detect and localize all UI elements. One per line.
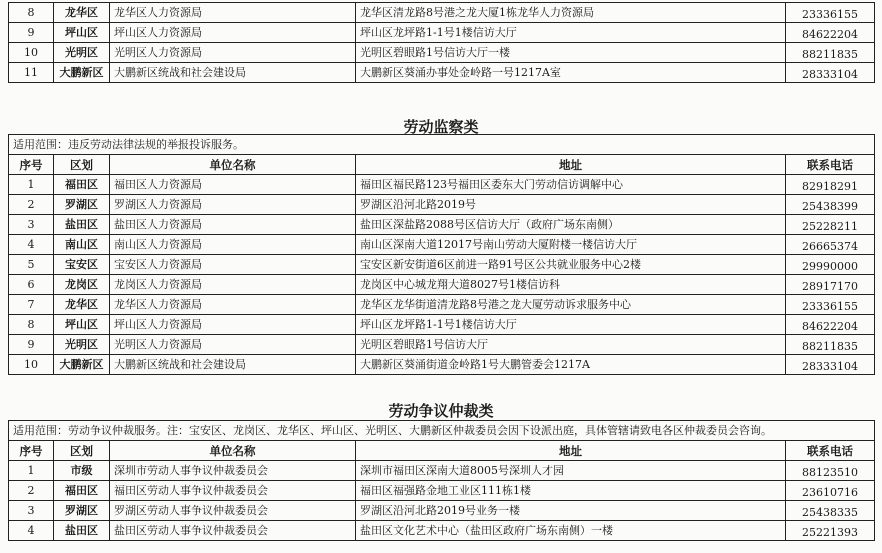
header-no: 序号 [9,155,54,175]
row-unit-name: 宝安区人力资源局 [110,255,356,275]
header-district: 区划 [54,155,110,175]
header-address: 地址 [356,155,786,175]
row-district: 光明区 [54,335,110,355]
row-phone: 23336155 [786,295,875,315]
scope-text: 适用范围：劳动争议仲裁服务。注：宝安区、龙岗区、龙华区、坪山区、光明区、大鹏新区仲裁委员会因下设派出庭，具体管辖请致电各区仲裁委员会咨询。 [9,421,875,441]
row-unit-name: 盐田区人力资源局 [110,215,356,235]
row-district: 龙华区 [54,3,110,23]
row-address: 罗湖区沿河北路2019号 [356,195,786,215]
row-number: 3 [9,501,54,521]
row-district: 宝安区 [54,255,110,275]
row-phone: 26665374 [786,235,875,255]
row-phone: 88123510 [786,461,875,481]
row-phone: 29990000 [786,255,875,275]
row-address: 龙华区清龙路8号港之龙大厦1栋龙华人力资源局 [356,3,786,23]
row-district: 罗湖区 [54,501,110,521]
row-phone: 23336155 [786,3,875,23]
row-address: 深圳市福田区深南大道8005号深圳人才园 [356,461,786,481]
row-unit-name: 大鹏新区统战和社会建设局 [110,63,356,83]
labor-arbitration-title: 劳动争议仲裁类 [388,402,494,420]
table-row [9,481,875,501]
table-row [9,215,875,235]
row-district: 罗湖区 [54,195,110,215]
row-phone: 25221393 [786,521,875,541]
row-unit-name: 龙华区人力资源局 [110,295,356,315]
row-address: 坪山区龙坪路1-1号1楼信访大厅 [356,315,786,335]
table-row [9,521,875,541]
table-row [9,355,875,375]
row-district: 光明区 [54,43,110,63]
row-unit-name: 光明区人力资源局 [110,335,356,355]
header-row [9,155,875,175]
row-address: 福田区福强路金地工业区111栋1楼 [356,481,786,501]
table-row [9,175,875,195]
row-number: 9 [9,335,54,355]
labor-inspection-title: 劳动监察类 [403,118,479,136]
row-number: 2 [9,481,54,501]
header-phone: 联系电话 [786,441,875,461]
row-phone: 28917170 [786,275,875,295]
row-address: 光明区碧眼路1号信访大厅 [356,335,786,355]
row-number: 10 [9,355,54,375]
row-number: 4 [9,235,54,255]
table-row [9,43,875,63]
row-address: 南山区深南大道12017号南山劳动大厦附楼一楼信访大厅 [356,235,786,255]
table-row [9,195,875,215]
row-district: 福田区 [54,175,110,195]
row-district: 市级 [54,461,110,481]
row-phone: 23610716 [786,481,875,501]
header-phone: 联系电话 [786,155,875,175]
row-district: 坪山区 [54,23,110,43]
row-number: 7 [9,295,54,315]
row-phone: 25438399 [786,195,875,215]
table-row [9,315,875,335]
row-address: 龙华区龙华街道清龙路8号港之龙大厦劳动诉求服务中心 [356,295,786,315]
row-district: 龙岗区 [54,275,110,295]
table-row [9,461,875,481]
row-unit-name: 坪山区人力资源局 [110,23,356,43]
row-address: 坪山区龙坪路1-1号1楼信访大厅 [356,23,786,43]
row-district: 福田区 [54,481,110,501]
row-address: 龙岗区中心城龙翔大道8027号1楼信访科 [356,275,786,295]
labor-arbitration-table [8,420,875,541]
row-number: 4 [9,521,54,541]
row-unit-name: 坪山区人力资源局 [110,315,356,335]
row-unit-name: 罗湖区劳动人事争议仲裁委员会 [110,501,356,521]
table-row [9,3,875,23]
row-unit-name: 龙华区人力资源局 [110,3,356,23]
scope-row [9,135,875,155]
row-phone: 84622204 [786,315,875,335]
scope-row [9,421,875,441]
row-number: 8 [9,315,54,335]
row-unit-name: 大鹏新区统战和社会建设局 [110,355,356,375]
row-address: 光明区碧眼路1号信访大厅一楼 [356,43,786,63]
row-phone: 88211835 [786,43,875,63]
row-unit-name: 深圳市劳动人事争议仲裁委员会 [110,461,356,481]
row-phone: 82918291 [786,175,875,195]
row-phone: 25228211 [786,215,875,235]
table-row [9,501,875,521]
table-row [9,295,875,315]
row-number: 1 [9,461,54,481]
header-row [9,441,875,461]
table-row [9,255,875,275]
row-number: 8 [9,3,54,23]
table-row [9,63,875,83]
row-district: 大鹏新区 [54,355,110,375]
header-district: 区划 [54,441,110,461]
row-unit-name: 福田区人力资源局 [110,175,356,195]
row-unit-name: 光明区人力资源局 [110,43,356,63]
row-unit-name: 龙岗区人力资源局 [110,275,356,295]
labor-inspection-table [8,134,875,375]
row-unit-name: 南山区人力资源局 [110,235,356,255]
row-district: 盐田区 [54,215,110,235]
row-number: 11 [9,63,54,83]
row-number: 10 [9,43,54,63]
row-address: 宝安区新安街道6区前进一路91号区公共就业服务中心2楼 [356,255,786,275]
row-number: 3 [9,215,54,235]
row-district: 龙华区 [54,295,110,315]
row-district: 坪山区 [54,315,110,335]
header-no: 序号 [9,441,54,461]
row-number: 9 [9,23,54,43]
row-district: 盐田区 [54,521,110,541]
row-phone: 84622204 [786,23,875,43]
row-unit-name: 福田区劳动人事争议仲裁委员会 [110,481,356,501]
row-phone: 25438335 [786,501,875,521]
row-number: 6 [9,275,54,295]
row-number: 5 [9,255,54,275]
row-address: 大鹏新区葵涌办事处金岭路一号1217A室 [356,63,786,83]
header-unit: 单位名称 [110,441,356,461]
row-number: 2 [9,195,54,215]
table-row [9,235,875,255]
row-phone: 88211835 [786,335,875,355]
header-address: 地址 [356,441,786,461]
row-unit-name: 盐田区劳动人事争议仲裁委员会 [110,521,356,541]
row-unit-name: 罗湖区人力资源局 [110,195,356,215]
row-phone: 28333104 [786,63,875,83]
scope-text: 适用范围：违反劳动法律法规的举报投诉服务。 [9,135,875,155]
row-address: 罗湖区沿河北路2019号业务一楼 [356,501,786,521]
row-address: 盐田区文化艺术中心（盐田区政府广场东南侧）一楼 [356,521,786,541]
row-address: 大鹏新区葵涌街道金岭路1号大鹏管委会1217A [356,355,786,375]
table-row [9,335,875,355]
row-district: 大鹏新区 [54,63,110,83]
continued-table [8,2,875,83]
row-address: 福田区福民路123号福田区委东大门劳动信访调解中心 [356,175,786,195]
row-phone: 28333104 [786,355,875,375]
header-unit: 单位名称 [110,155,356,175]
table-row [9,23,875,43]
table-row [9,275,875,295]
row-address: 盐田区深盐路2088号区信访大厅（政府广场东南侧） [356,215,786,235]
row-district: 南山区 [54,235,110,255]
row-number: 1 [9,175,54,195]
